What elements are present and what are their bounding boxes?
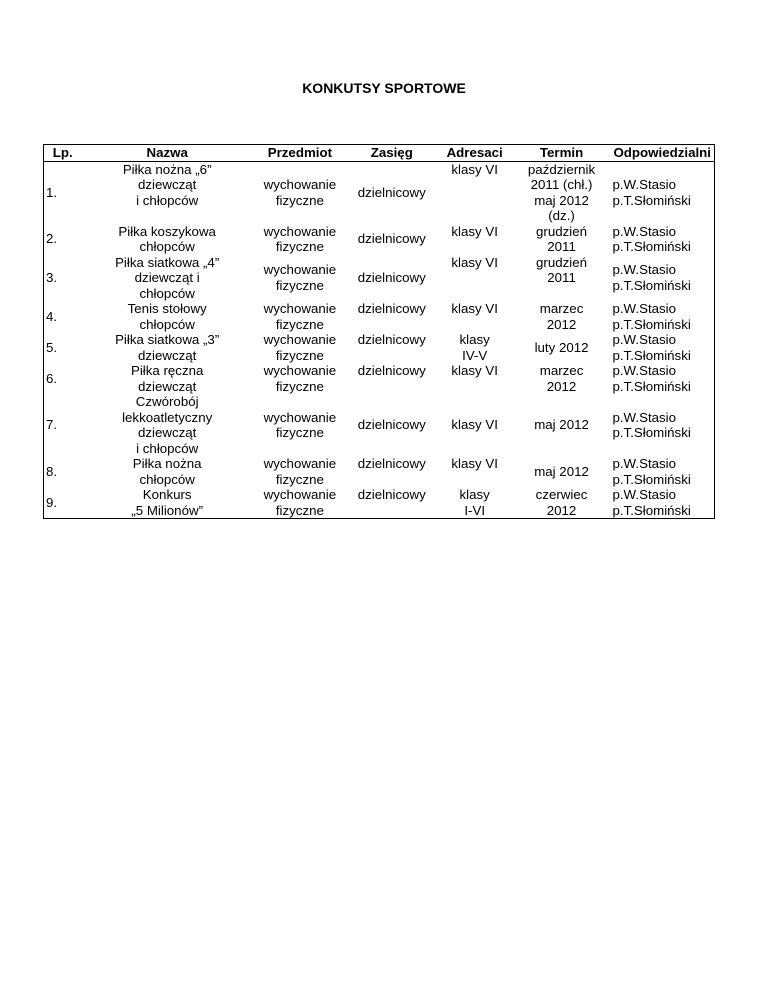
cell-nazwa-line: Czwórobój	[135, 394, 199, 409]
cell-termin	[513, 161, 611, 224]
cell-lp: 6.	[46, 370, 58, 386]
cell-nazwa	[81, 394, 253, 456]
cell-termin-line: marzec	[539, 301, 584, 316]
cell-adresaci-line: klasy VI	[451, 363, 498, 378]
cell-zasieg: dzielnicowy	[357, 301, 426, 316]
header-termin: Termin	[513, 145, 611, 162]
cell-lp: 3.	[46, 270, 58, 285]
cell-termin	[513, 301, 611, 332]
cell-przedmiot-line: wychowanie	[263, 177, 337, 192]
cell-nazwa	[81, 363, 253, 394]
table-row	[44, 332, 715, 363]
cell-przedmiot-line: wychowanie	[263, 332, 337, 347]
cell-nazwa-line: dziewcząt	[137, 177, 197, 192]
cell-lp: 5.	[46, 339, 58, 355]
cell-termin-line: grudzień	[536, 254, 588, 270]
cell-termin	[513, 332, 611, 363]
cell-odpowiedzialni-line: p.T.Słomiński	[612, 347, 691, 363]
cell-odpowiedzialni	[610, 363, 714, 394]
cell-odpowiedzialni-line: p.W.Stasio	[612, 409, 677, 425]
table-header	[44, 145, 715, 162]
cell-termin	[513, 456, 611, 487]
cell-nazwa-line: Piłka ręczna	[130, 363, 204, 378]
cell-odpowiedzialni-line: p.W.Stasio	[612, 332, 677, 347]
cell-termin-line: październik	[527, 161, 596, 177]
cell-adresaci	[437, 301, 513, 332]
header-lp: Lp.	[44, 145, 82, 162]
cell-adresaci-line: klasy VI	[451, 301, 498, 316]
contests-table	[43, 144, 715, 519]
cell-termin-line: 2012	[546, 378, 577, 394]
cell-termin-line: grudzień	[536, 223, 588, 239]
cell-termin	[513, 224, 611, 255]
table-row	[44, 224, 715, 255]
cell-odpowiedzialni-line: p.W.Stasio	[612, 177, 677, 192]
cell-nazwa	[81, 456, 253, 487]
cell-odpowiedzialni	[610, 161, 714, 224]
cell-adresaci	[437, 456, 513, 487]
cell-adresaci	[437, 394, 513, 456]
cell-termin-line: maj 2012	[534, 417, 589, 433]
cell-adresaci	[437, 363, 513, 394]
cell-nazwa-line: i chłopców	[136, 192, 199, 208]
cell-odpowiedzialni	[610, 456, 714, 487]
cell-odpowiedzialni-line: p.T.Słomiński	[612, 192, 691, 208]
cell-zasieg: dzielnicowy	[357, 363, 426, 378]
cell-lp: 1.	[46, 184, 58, 200]
cell-adresaci-line: klasy VI	[451, 456, 498, 471]
cell-nazwa-line: dziewcząt	[137, 425, 197, 440]
cell-nazwa-line: Piłka siatkowa „4”	[115, 254, 220, 270]
cell-termin-line: 2011 (chł.)	[530, 177, 593, 192]
cell-lp: 8.	[46, 463, 58, 479]
cell-zasieg: dzielnicowy	[357, 231, 426, 247]
header-zasieg: Zasięg	[347, 145, 437, 162]
cell-lp: 7.	[46, 417, 58, 433]
cell-nazwa	[81, 161, 253, 224]
cell-odpowiedzialni	[610, 255, 714, 302]
cell-nazwa-line: „5 Milionów”	[131, 502, 204, 518]
cell-przedmiot-line: fizyczne	[275, 347, 324, 363]
cell-odpowiedzialni-line: p.W.Stasio	[612, 262, 677, 278]
table-row	[44, 255, 715, 302]
cell-termin-line: 2011	[547, 239, 576, 254]
cell-przedmiot-line: fizyczne	[275, 239, 324, 254]
cell-odpowiedzialni-line: p.T.Słomiński	[612, 316, 691, 332]
cell-lp: 9.	[46, 494, 58, 510]
document-title: KONKUTSY SPORTOWE	[302, 80, 466, 96]
cell-nazwa-line: Konkurs	[142, 487, 192, 502]
cell-adresaci-line: klasy	[459, 487, 490, 502]
cell-lp: 2.	[46, 231, 58, 247]
cell-nazwa-line: Piłka siatkowa „3”	[115, 332, 220, 347]
cell-przedmiot-line: wychowanie	[263, 487, 337, 502]
cell-odpowiedzialni	[610, 224, 714, 255]
table-row	[44, 456, 715, 487]
cell-adresaci-line: klasy VI	[451, 223, 498, 239]
cell-termin	[513, 487, 611, 519]
cell-termin-line: marzec	[539, 363, 584, 378]
cell-adresaci	[437, 161, 513, 224]
cell-odpowiedzialni-line: p.T.Słomiński	[612, 239, 691, 254]
cell-przedmiot	[253, 301, 347, 332]
cell-odpowiedzialni	[610, 301, 714, 332]
cell-nazwa-line: dziewcząt	[137, 378, 197, 394]
cell-termin-line: 2012	[546, 316, 577, 332]
cell-odpowiedzialni-line: p.T.Słomiński	[612, 425, 691, 440]
cell-odpowiedzialni-line: p.T.Słomiński	[612, 378, 691, 394]
cell-termin	[513, 394, 611, 456]
cell-termin-line: 2012	[546, 502, 577, 518]
cell-przedmiot-line: wychowanie	[263, 223, 337, 239]
cell-zasieg: dzielnicowy	[357, 487, 426, 502]
cell-odpowiedzialni	[610, 487, 714, 519]
cell-przedmiot-line: fizyczne	[275, 277, 324, 293]
cell-nazwa-line: chłopców	[139, 285, 195, 301]
cell-termin-line: 2011	[547, 270, 576, 285]
cell-nazwa-line: dziewcząt	[137, 347, 197, 363]
cell-odpowiedzialni	[610, 332, 714, 363]
cell-przedmiot	[253, 161, 347, 224]
cell-przedmiot-line: fizyczne	[275, 502, 324, 518]
header-adresaci: Adresaci	[437, 145, 513, 162]
cell-adresaci	[437, 332, 513, 363]
cell-nazwa-line: chłopców	[139, 471, 195, 487]
cell-przedmiot	[253, 332, 347, 363]
table-row	[44, 394, 715, 456]
cell-termin-line: maj 2012	[534, 463, 589, 479]
cell-przedmiot	[253, 363, 347, 394]
cell-adresaci	[437, 224, 513, 255]
cell-termin-line: czerwiec	[535, 487, 588, 502]
cell-zasieg: dzielnicowy	[357, 184, 426, 200]
cell-przedmiot-line: fizyczne	[275, 378, 324, 394]
cell-nazwa-line: chłopców	[139, 316, 195, 332]
cell-odpowiedzialni-line: p.W.Stasio	[612, 487, 677, 502]
cell-przedmiot-line: wychowanie	[263, 456, 337, 471]
cell-zasieg: dzielnicowy	[357, 417, 426, 433]
cell-nazwa-line: Piłka nożna „6”	[122, 161, 212, 177]
cell-odpowiedzialni-line: p.W.Stasio	[612, 456, 677, 471]
cell-termin-line: maj 2012	[534, 192, 589, 208]
cell-termin	[513, 363, 611, 394]
table-row	[44, 301, 715, 332]
cell-nazwa	[81, 301, 253, 332]
cell-przedmiot	[253, 394, 347, 456]
header-nazwa: Nazwa	[81, 145, 253, 162]
cell-nazwa	[81, 255, 253, 302]
cell-odpowiedzialni-line: p.T.Słomiński	[612, 471, 691, 487]
cell-przedmiot-line: fizyczne	[275, 192, 324, 208]
cell-nazwa-line: chłopców	[139, 239, 195, 254]
cell-termin-line: luty 2012	[534, 339, 589, 355]
cell-nazwa	[81, 332, 253, 363]
cell-adresaci-line: klasy	[459, 332, 490, 347]
cell-termin	[513, 255, 611, 302]
cell-odpowiedzialni-line: p.T.Słomiński	[612, 277, 691, 293]
cell-zasieg: dzielnicowy	[357, 456, 426, 471]
cell-odpowiedzialni-line: p.W.Stasio	[612, 301, 677, 316]
header-przedmiot: Przedmiot	[253, 145, 347, 162]
cell-odpowiedzialni-line: p.W.Stasio	[612, 223, 677, 239]
cell-nazwa-line: Tenis stołowy	[127, 301, 207, 316]
cell-termin-line: (dz.)	[548, 208, 575, 223]
cell-przedmiot-line: wychowanie	[263, 301, 337, 316]
cell-adresaci	[437, 487, 513, 519]
table-row	[44, 363, 715, 394]
cell-przedmiot-line: fizyczne	[275, 316, 324, 332]
cell-przedmiot	[253, 487, 347, 519]
cell-adresaci-line: IV-V	[462, 347, 488, 363]
cell-nazwa-line: dziewcząt i	[134, 270, 200, 285]
cell-przedmiot	[253, 224, 347, 255]
table-row	[44, 161, 715, 224]
cell-odpowiedzialni	[610, 394, 714, 456]
table-body	[44, 161, 715, 519]
cell-nazwa-line: i chłopców	[136, 440, 199, 456]
cell-adresaci-line: klasy VI	[451, 417, 498, 433]
cell-adresaci-line: klasy VI	[451, 161, 498, 177]
header-odpowiedzialni: Odpowiedzialni	[610, 145, 714, 162]
cell-adresaci-line: klasy VI	[451, 254, 498, 270]
cell-nazwa	[81, 224, 253, 255]
cell-lp: 4.	[46, 308, 58, 324]
cell-nazwa-line: Piłka koszykowa	[118, 223, 216, 239]
cell-odpowiedzialni-line: p.W.Stasio	[612, 363, 677, 378]
cell-przedmiot-line: wychowanie	[263, 363, 337, 378]
cell-zasieg: dzielnicowy	[357, 332, 426, 347]
cell-przedmiot	[253, 255, 347, 302]
cell-przedmiot-line: fizyczne	[275, 425, 324, 440]
cell-nazwa	[81, 487, 253, 519]
cell-nazwa-line: Piłka nożna	[132, 456, 202, 471]
cell-odpowiedzialni-line: p.T.Słomiński	[612, 502, 691, 518]
cell-adresaci-line: I-VI	[464, 502, 486, 518]
table-row	[44, 487, 715, 519]
cell-zasieg: dzielnicowy	[357, 270, 426, 285]
cell-przedmiot-line: wychowanie	[263, 409, 337, 425]
cell-przedmiot-line: wychowanie	[263, 262, 337, 278]
cell-adresaci	[437, 255, 513, 302]
cell-przedmiot-line: fizyczne	[275, 471, 324, 487]
cell-przedmiot	[253, 456, 347, 487]
header-row	[44, 145, 715, 162]
cell-nazwa-line: lekkoatletyczny	[122, 409, 213, 425]
